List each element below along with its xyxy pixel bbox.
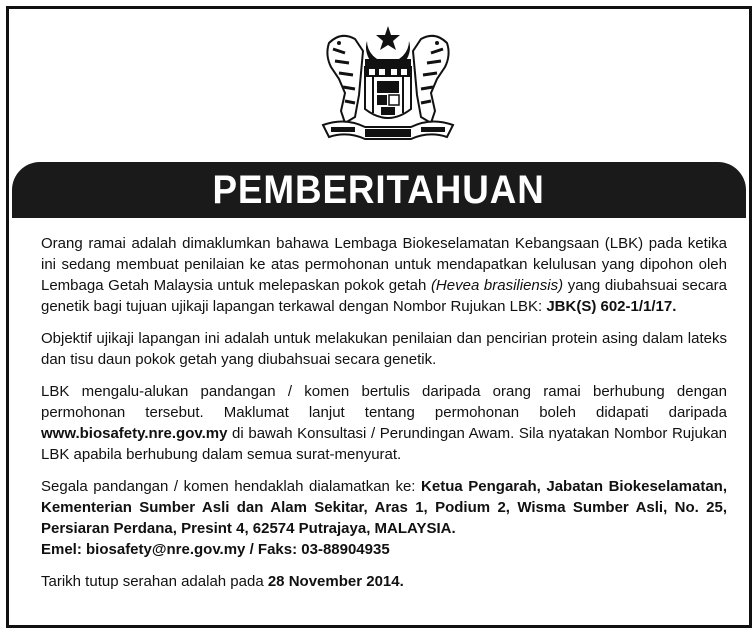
reference-number: JBK(S) 602-1/1/17. (546, 298, 677, 315)
announcement-text-1: Orang ramai adalah dimaklumkan bahawa Lembaga Biokeselamatan Kebangsaan (LBK) pada ketika ini sedang membuat penilaian ke atas permohonan untuk mendapatkan kelulusan yang dipohon oleh Lembaga Getah Malaysia untuk melepaskan pokok getah (41, 235, 727, 294)
deadline-text: Tarikh tutup serahan adalah pada (41, 573, 268, 590)
address-intro: Segala pandangan / komen hendaklah dialamatkan ke: (41, 478, 422, 495)
website-link[interactable]: www.biosafety.nre.gov.my (41, 425, 228, 442)
paragraph-announcement (41, 233, 727, 317)
paragraph-deadline (41, 571, 727, 592)
paragraph-address (41, 476, 727, 560)
deadline-date: 28 November 2014. (267, 573, 404, 590)
address-text: Ketua Pengarah, Jabatan Biokeselamatan, Kementerian Sumber Asli dan Alam Sekitar, Aras 1, Podium 2, Wisma Sumber Asli, No. 25, Persiaran Perdana, Presint 4, 62574 Putrajaya, MALAYSIA. (41, 478, 727, 537)
feedback-text-1: LBK mengalu-alukan pandangan / komen bertulis daripada orang ramai berhubung dengan permohonan tersebut. Maklumat lanjut tentang permohonan boleh didapati daripada (41, 383, 727, 421)
species-name: (Hevea brasiliensis) (430, 277, 564, 294)
malaysia-coat-of-arms-icon (315, 21, 461, 149)
notice-body (41, 233, 727, 603)
paragraph-objective: Objektif ujikaji lapangan ini adalah untuk melakukan penilaian dan pencirian protein asing dalam lateks dan tisu daun pokok getah yang diubahsuai secara genetik. (41, 330, 727, 368)
notice-title: PEMBERITAHUAN (212, 167, 546, 212)
notice-frame (6, 6, 752, 628)
announcement-text-2: yang diubahsuai secara genetik bagi tujuan ujikaji lapangan terkawal dengan Nombor Rujukan LBK: (41, 277, 727, 315)
feedback-text-2: di bawah Konsultasi / Perundingan Awam. Sila nyatakan Nombor Rujukan LBK apabila berhubung dalam semua surat-menyurat. (41, 425, 727, 463)
contact-details: Emel: biosafety@nre.gov.my / Faks: 03-88904935 (41, 541, 390, 558)
paragraph-feedback (41, 381, 727, 465)
notice-title-banner (12, 162, 746, 218)
